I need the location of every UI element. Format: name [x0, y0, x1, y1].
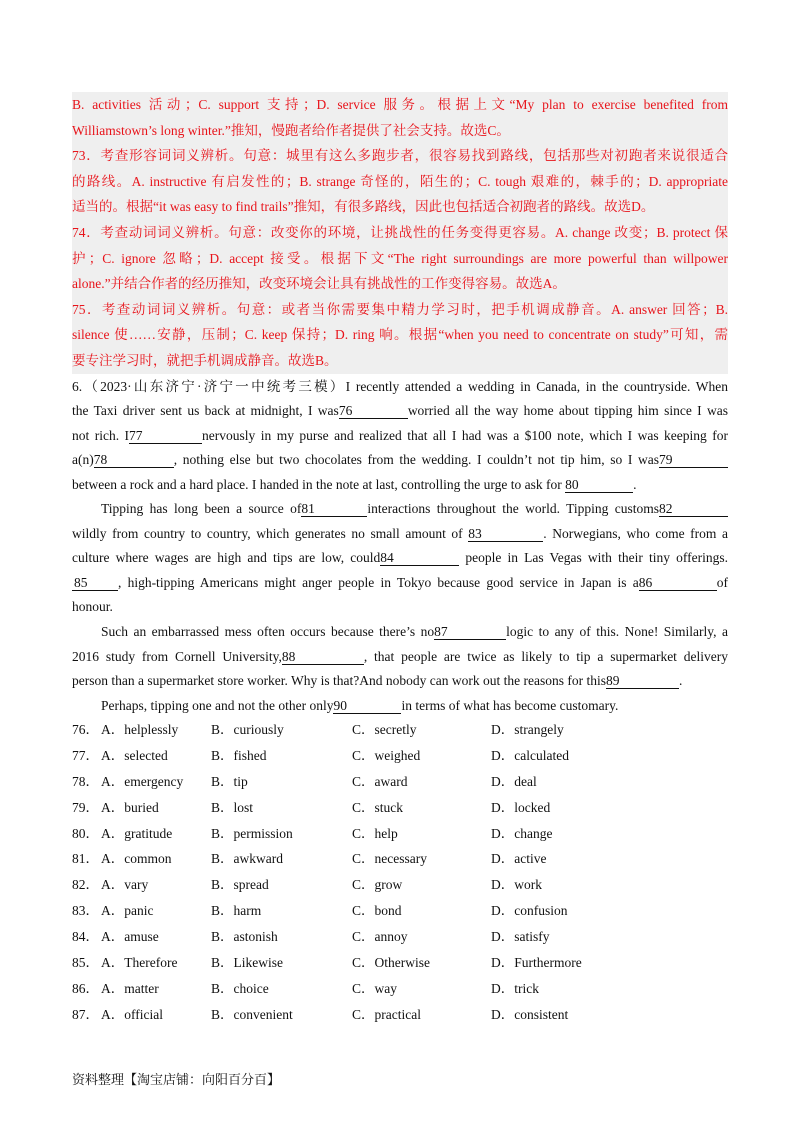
question-86-options: [72, 976, 728, 1002]
option-b: B．curiously: [211, 722, 284, 737]
passage-text: honour.: [72, 599, 113, 615]
question-85-options: [72, 950, 728, 976]
option-b: B．astonish: [211, 929, 278, 945]
option-d: D．confusion: [491, 903, 568, 919]
question-number: 85．: [72, 955, 99, 971]
passage-text: in terms of what has become customary.: [401, 697, 619, 713]
option-c: C．secretly: [352, 722, 417, 737]
option-a: A．panic: [101, 903, 154, 919]
option-d: D．satisfy: [491, 929, 550, 945]
option-c: C．grow: [352, 877, 403, 893]
passage-text: Perhaps, tipping one and not the other only: [101, 697, 334, 713]
passage-text: interactions throughout the world. Tipping customs: [367, 501, 659, 517]
passage-text: worried all the way home about tipping him since I was: [407, 403, 728, 419]
option-c: C．necessary: [352, 851, 427, 867]
option-c: C．Otherwise: [352, 955, 430, 971]
explanation-paragraph: [72, 220, 728, 297]
passage-line: [72, 375, 728, 400]
option-c: C．help: [352, 825, 398, 841]
option-c: C．award: [352, 773, 408, 789]
option-a: A．selected: [101, 747, 168, 763]
passage-text: not rich. I: [72, 427, 130, 443]
footer-note: 资料整理【淘宝店铺：向阳百分百】: [72, 1072, 281, 1087]
blank-82: 82: [659, 502, 728, 517]
blank-81: 81: [301, 502, 367, 517]
question-76-options: [72, 717, 728, 743]
passage-line: [72, 497, 728, 522]
passage-text: Tipping has long been a source of: [101, 501, 302, 517]
option-a: A．vary: [101, 877, 149, 893]
question-82-options: [72, 872, 728, 898]
passage-paragraph: [72, 375, 728, 498]
option-b: B．choice: [211, 980, 269, 996]
question-77-options: [72, 743, 728, 769]
cloze-passage: [72, 375, 728, 718]
option-c: C．practical: [352, 1006, 421, 1022]
explanation-line: 74．考查动词词义辨析。句意：改变你的环境，让挑战性的任务变得更容易。A. change 改变；B. protect 保: [72, 224, 728, 240]
option-b: B．harm: [211, 903, 262, 919]
blank-76: 76: [339, 404, 408, 419]
passage-line: [72, 595, 728, 620]
passage-line: [72, 546, 728, 571]
option-a: A．buried: [101, 799, 159, 815]
passage-text: Such an embarrassed mess often occurs because there’s no: [101, 624, 435, 639]
option-a: A．helplessly: [101, 722, 179, 737]
passage-line: [72, 645, 728, 670]
answer-options: [72, 717, 728, 1028]
option-d: D．work: [491, 877, 542, 893]
question-number: 78．: [72, 773, 99, 789]
option-d: D．trick: [491, 980, 539, 996]
passage-paragraph: [72, 694, 728, 719]
passage-text: a(n): [72, 452, 94, 468]
passage-line: [72, 448, 728, 473]
explanation-line: 要专注学习时，就把手机调成静音。故选B。: [72, 352, 338, 368]
passage-line: [72, 522, 728, 547]
question-number: 82．: [72, 877, 99, 893]
option-d: D．strangely: [491, 722, 564, 737]
passage-line: [72, 571, 728, 596]
passage-text: logic to any of this. None! Similarly, a: [506, 624, 728, 639]
option-a: A．Therefore: [101, 955, 178, 971]
question-87-options: [72, 1002, 728, 1028]
explanation-paragraph: [72, 92, 728, 143]
question-79-options: [72, 795, 728, 821]
passage-line: [72, 473, 728, 498]
option-b: B．fished: [211, 747, 267, 763]
passage-text: of: [716, 574, 728, 590]
passage-text: the Taxi driver sent us back at midnight, I was: [72, 403, 339, 419]
explanation-line: silence 使……安静，压制；C. keep 保持；D. ring 响。根据“when you need to concentrate on study”可知，需: [72, 327, 728, 343]
question-number: 76．: [72, 722, 99, 737]
question-number: 87．: [72, 1006, 99, 1022]
blank-87: 87: [434, 625, 506, 640]
passage-text: person than a supermarket store worker. Why is that?And nobody can work out the reasons for this: [72, 673, 606, 689]
passage-line: [72, 620, 728, 645]
option-d: D．calculated: [491, 747, 569, 763]
blank-77: 77: [129, 429, 202, 444]
explanation-line: 75．考查动词词义辨析。句意：或者当你需要集中精力学习时，把手机调成静音。A. answer 回答；B.: [72, 301, 728, 317]
blank-89: 89: [606, 674, 679, 689]
option-c: C．way: [352, 980, 397, 996]
explanation-line: 73．考查形容词词义辨析。句意：城里有这么多跑步者，很容易找到路线，包括那些对初跑者来说很适合: [72, 148, 728, 164]
option-d: D．locked: [491, 799, 551, 815]
passage-text: culture where wages are high and tips are low, could: [72, 550, 381, 566]
option-c: C．bond: [352, 903, 402, 919]
explanation-line: alone.”并结合作者的经历推知，改变环境会让具有挑战性的工作变得容易。故选A。: [72, 276, 566, 292]
option-b: B．convenient: [211, 1006, 293, 1022]
question-number: 86．: [72, 980, 99, 996]
explanation-line: B. activities 活动；C. support 支持；D. service 服务。根据上文“My plan to exercise benefited from: [72, 97, 728, 112]
explanation-paragraph: [72, 143, 728, 220]
option-d: D．Furthermore: [491, 955, 582, 971]
option-c: C．weighed: [352, 747, 421, 763]
blank-85: 85: [72, 576, 118, 591]
question-84-options: [72, 924, 728, 950]
blank-88: 88: [282, 650, 364, 665]
explanation-paragraph: [72, 297, 728, 374]
passage-paragraph: [72, 497, 728, 620]
question-83-options: [72, 898, 728, 924]
option-d: D．deal: [491, 773, 537, 789]
option-a: A．emergency: [101, 773, 184, 789]
option-b: B．permission: [211, 825, 293, 841]
passage-paragraph: [72, 620, 728, 694]
blank-79: 79: [659, 453, 728, 468]
passage-text: people in Las Vegas with their tiny offerings.: [459, 550, 728, 566]
option-a: A．gratitude: [101, 825, 173, 841]
passage-text: , high-tipping Americans might anger people in Tokyo because good service in Japan is a: [118, 574, 639, 590]
passage-line: [72, 694, 728, 719]
question-number: 84．: [72, 929, 99, 945]
question-80-options: [72, 821, 728, 847]
option-b: B．awkward: [211, 851, 283, 867]
passage-text: nervously in my purse and realized that all I had was a $100 note, which I was keeping for: [202, 427, 728, 443]
passage-text: . Norwegians, who come from a: [543, 525, 728, 541]
question-number: 81．: [72, 851, 99, 867]
question-number: 79．: [72, 799, 99, 815]
explanation-line: Williamstown’s long winter.”推知，慢跑者给作者提供了社会支持。故选C。: [72, 122, 510, 138]
passage-text: 2016 study from Cornell University,: [72, 648, 282, 664]
question-number: 80．: [72, 825, 99, 841]
explanation-line: 的路线。A. instructive 有启发性的；B. strange 奇怪的，陌生的；C. tough 艰难的，棘手的；D. appropriate: [72, 173, 728, 189]
option-b: B．Likewise: [211, 955, 283, 971]
option-d: D．consistent: [491, 1006, 569, 1022]
blank-80: 80: [565, 478, 633, 493]
question-81-options: [72, 846, 728, 872]
passage-text: .: [633, 476, 637, 492]
blank-78: 78: [94, 453, 174, 468]
option-a: A．matter: [101, 980, 159, 996]
passage-text: , nothing else but two chocolates from the wedding. I couldn’t not tip him, so I was: [173, 452, 659, 468]
blank-83: 83: [468, 527, 543, 542]
passage-line: [72, 424, 728, 449]
option-c: C．stuck: [352, 799, 404, 815]
passage-text: 6.（2023·山东济宁·济宁一中统考三模）I recently attended a wedding in Canada, in the countryside. When: [72, 378, 728, 394]
passage-line: [72, 669, 728, 694]
passage-text: , that people are twice as likely to tip a supermarket delivery: [363, 648, 728, 664]
blank-84: 84: [380, 551, 459, 566]
explanation-line: 护；C. ignore 忽略；D. accept 接受。根据下文“The right surroundings are more powerful than willpower: [72, 250, 728, 266]
option-d: D．change: [491, 825, 553, 841]
blank-90: 90: [333, 699, 401, 714]
option-a: A．common: [101, 851, 172, 867]
passage-text: wildly from country to country, which generates no small amount of: [72, 525, 469, 541]
option-a: A．official: [101, 1006, 163, 1022]
passage-text: .: [679, 673, 683, 689]
passage-text: between a rock and a hard place. I handed in the note at last, controlling the urge to ask for: [72, 476, 566, 492]
option-a: A．amuse: [101, 929, 159, 945]
blank-86: 86: [639, 576, 717, 591]
option-c: C．annoy: [352, 929, 408, 945]
option-b: B．spread: [211, 877, 269, 893]
answer-explanation: [72, 92, 728, 374]
explanation-line: 适当的。根据“it was easy to find trails”推知，有很多路线，因此也包括适合初跑者的路线。故选D。: [72, 199, 655, 215]
question-number: 83．: [72, 903, 99, 919]
passage-line: [72, 399, 728, 424]
option-b: B．lost: [211, 799, 254, 815]
option-d: D．active: [491, 851, 547, 867]
question-78-options: [72, 769, 728, 795]
question-number: 77．: [72, 747, 99, 763]
option-b: B．tip: [211, 773, 248, 789]
